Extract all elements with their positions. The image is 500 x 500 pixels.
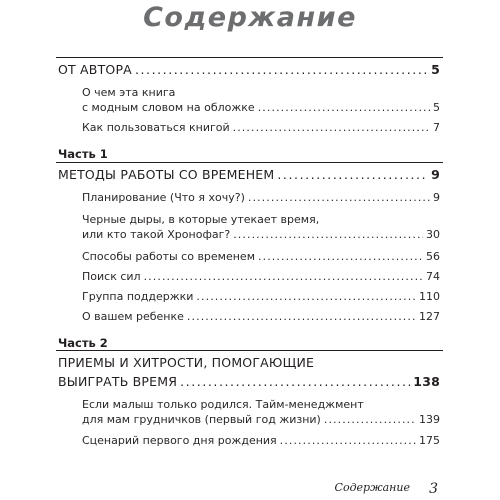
toc-entry[interactable]: [82, 101, 440, 114]
toc-entry-label: Сценарий первого дня рождения: [82, 434, 277, 447]
toc-section-title: ОТ АВТОРА: [58, 62, 132, 77]
toc-page-number: 7: [433, 121, 440, 134]
toc-entry-label: Как пользоваться книгой: [82, 121, 230, 134]
toc-page-number: 9: [433, 191, 440, 204]
toc-page-number: 110: [419, 290, 440, 303]
dot-leader: [233, 121, 430, 134]
running-head: Содержание: [334, 481, 410, 494]
toc-page-number: 127: [419, 310, 440, 323]
toc-page-number: 9: [431, 167, 440, 182]
toc-entry-label: Поиск сил: [82, 270, 141, 283]
toc-section-entry[interactable]: [58, 374, 440, 389]
dot-leader: [135, 62, 428, 77]
toc-entry-first-line: Если малыш только родился. Тайм-менеджмент: [82, 398, 364, 411]
toc-entry-label: или кто такой Хронофаг?: [82, 228, 231, 241]
toc-entry-first-line: О чем эта книга: [82, 86, 176, 99]
toc-entry[interactable]: [82, 191, 440, 204]
toc-entry-first-line: Черные дыры, в которые утекает время,: [82, 213, 320, 226]
toc-entry[interactable]: [82, 310, 440, 323]
toc-entry[interactable]: [82, 228, 440, 241]
dot-leader: [258, 101, 430, 114]
toc-entry[interactable]: [82, 413, 440, 426]
dot-leader: [187, 310, 416, 323]
toc-page-number: 139: [419, 413, 440, 426]
part-label: Часть 2: [58, 336, 108, 350]
dot-leader: [144, 270, 423, 283]
toc-page-number: 5: [433, 101, 440, 114]
toc-page-number: 5: [431, 62, 440, 77]
dot-leader: [277, 167, 428, 182]
toc-entry[interactable]: [82, 121, 440, 134]
toc-entry-label: Способы работы со временем: [82, 250, 256, 263]
toc-page-number: 74: [426, 270, 440, 283]
toc-entry[interactable]: [82, 434, 440, 447]
section-rule: [56, 162, 443, 163]
toc-entry-label: с модным словом на обложке: [82, 101, 255, 114]
dot-leader: [258, 250, 423, 263]
toc-entry[interactable]: [82, 270, 440, 283]
toc-page-number: 56: [426, 250, 440, 263]
toc-page-number: 175: [419, 434, 440, 447]
section-rule: [56, 350, 443, 351]
dot-leader: [233, 228, 423, 241]
toc-section-title: МЕТОДЫ РАБОТЫ СО ВРЕМЕНЕМ: [58, 167, 275, 182]
toc-entry[interactable]: [82, 250, 440, 263]
dot-leader: [180, 374, 410, 389]
dot-leader: [248, 191, 430, 204]
toc-entry[interactable]: [82, 290, 440, 303]
dot-leader: [196, 290, 416, 303]
page-number: 3: [429, 481, 438, 497]
section-rule: [56, 57, 443, 58]
toc-entry-label: Планирование (Что я хочу?): [82, 191, 245, 204]
part-label: Часть 1: [58, 147, 108, 161]
toc-entry-label: Группа поддержки: [82, 290, 194, 303]
toc-section-entry[interactable]: [58, 167, 440, 182]
toc-entry-label: О вашем ребенке: [82, 310, 184, 323]
toc-entry-label: для мам грудничков (первый год жизни): [82, 413, 321, 426]
toc-page-number: 138: [413, 374, 440, 389]
dot-leader: [280, 434, 416, 447]
toc-section-entry[interactable]: [58, 62, 440, 77]
toc-section-title-first-line: ПРИЕМЫ И ХИТРОСТИ, ПОМОГАЮЩИЕ: [58, 355, 315, 370]
toc-page-number: 30: [426, 228, 440, 241]
toc-section-title: ВЫИГРАТЬ ВРЕМЯ: [58, 374, 178, 389]
dot-leader: [324, 413, 416, 426]
page-title: Содержание: [143, 2, 357, 33]
